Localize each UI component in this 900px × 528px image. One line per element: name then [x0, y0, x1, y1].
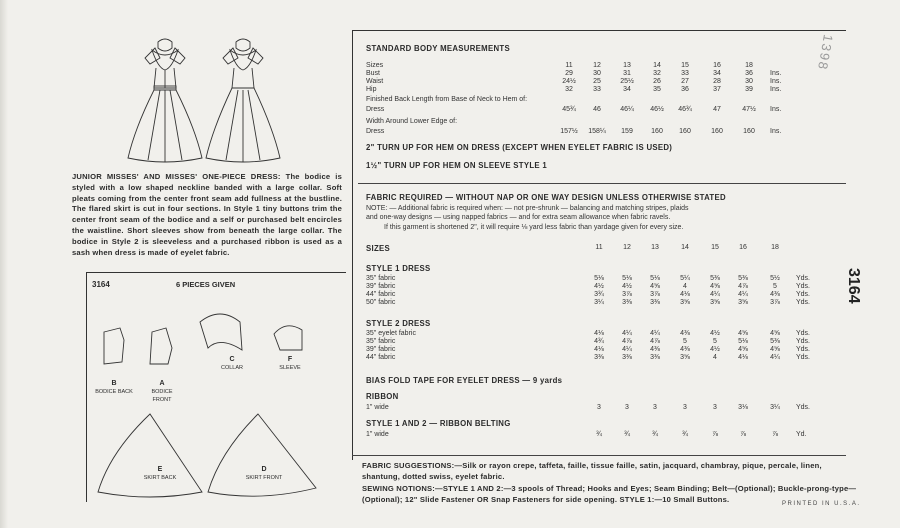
belting-row-cell-1: ¾: [624, 431, 630, 438]
description-lead: JUNIOR MISSES' AND MISSES' ONE-PIECE DRESS:: [72, 172, 281, 181]
style1-title: STYLE 1 DRESS: [366, 264, 431, 273]
meas-row-3-unit: Ins.: [770, 86, 782, 93]
meas-dress-length-cell-6: 47½: [742, 106, 756, 113]
belting-row-cell-3: ¾: [682, 431, 688, 438]
style2-row-2-cell-6: 4⅝: [770, 346, 780, 353]
meas-row-2-cell-0: 24½: [562, 78, 576, 85]
style1-row-1-cell-3: 4: [683, 283, 687, 290]
style1-row-0-cell-4: 5⅜: [710, 275, 720, 282]
style2-row-2-cell-5: 4⅝: [738, 346, 748, 353]
meas-row-1-cell-6: 36: [745, 70, 753, 77]
pattern-description: [72, 172, 342, 258]
pattern-pieces-diagram: [90, 292, 340, 504]
meas-row-1-cell-0: 29: [565, 70, 573, 77]
fabric-title: FABRIC REQUIRED — WITHOUT NAP OR ONE WAY DESIGN UNLESS OTHERWISE STATED: [366, 193, 726, 202]
pieces-given-label: 6 PIECES GIVEN: [176, 280, 236, 289]
style1-row-3-cell-6: 3⅞: [770, 299, 780, 306]
description-body: The bodice is styled with a low shaped neckline banded with a large collar. Soft pleats coming from the center front seam add fullness at the bustline. The flared skirt is cut in four sections. In Style 1 tiny buttons trim the center front seam of the bodice and a self or purchased belt encircles the waistline. Short sleeves show from beneath the large collar. The bodice in Style 2 is sleeveless and a purchased ribbon is used as a sash when dress is made of eyelet fabric.: [72, 172, 342, 257]
style2-row-1-unit: Yds.: [796, 338, 811, 345]
hem-note-sleeve: 1½" TURN UP FOR HEM ON SLEEVE STYLE 1: [366, 161, 548, 170]
fabric-sizes-cell-2: 13: [651, 244, 659, 251]
meas-row-2-cell-3: 26: [653, 78, 661, 85]
style1-row-3-cell-0: 3¼: [594, 299, 604, 306]
meas-dress-length-cell-1: 46: [593, 106, 601, 113]
style1-row-0-cell-2: 5⅛: [650, 275, 660, 282]
piece-label-c: C COLLAR: [220, 356, 243, 371]
style1-row-1-cell-5: 4⅞: [738, 283, 748, 290]
fabric-sizes-cell-0: 11: [595, 244, 603, 251]
style1-row-2-unit: Yds.: [796, 291, 811, 298]
style2-row-0-cell-2: 4¼: [650, 330, 660, 337]
meas-label-sizes: Sizes: [366, 62, 384, 69]
style2-row-2-cell-3: 4⅜: [680, 346, 690, 353]
style1-row-0-cell-5: 5⅜: [738, 275, 748, 282]
meas-row-3-cell-3: 35: [653, 86, 661, 93]
style2-row-1-cell-3: 5: [683, 338, 687, 345]
fabric-sizes-cell-3: 14: [681, 244, 689, 251]
fabric-sizes-label: SIZES: [366, 244, 391, 253]
style2-row-1-cell-5: 5⅛: [738, 338, 748, 345]
meas-label-dress-width: Dress: [366, 128, 385, 135]
style1-row-label-1: 39" fabric: [366, 283, 396, 290]
meas-row-3-cell-4: 36: [681, 86, 689, 93]
style2-row-0-unit: Yds.: [796, 330, 811, 337]
style1-row-0-unit: Yds.: [796, 275, 811, 282]
meas-row-3-cell-6: 39: [745, 86, 753, 93]
fabric-note-3: If this garment is shortened 2", it will require ⅛ yard less fabric than yardage given for every size.: [384, 224, 684, 231]
belting-row-unit: Yd.: [796, 431, 807, 438]
belting-title: STYLE 1 AND 2 — RIBBON BELTING: [366, 419, 511, 428]
fabric-sizes-cell-1: 12: [623, 244, 631, 251]
meas-dress-length-unit: Ins.: [770, 106, 782, 113]
style2-title: STYLE 2 DRESS: [366, 319, 431, 328]
style2-row-1-cell-4: 5: [713, 338, 717, 345]
meas-row-2-unit: Ins.: [770, 78, 782, 85]
style1-row-label-3: 50" fabric: [366, 299, 396, 306]
meas-row-1-cell-1: 30: [593, 70, 601, 77]
belting-row-cell-0: ¾: [596, 431, 602, 438]
style1-row-0-cell-3: 5¼: [680, 275, 690, 282]
meas-dress-width-cell-3: 160: [651, 128, 663, 135]
style1-row-1-unit: Yds.: [796, 283, 811, 290]
piece-label-e: E SKIRT BACK: [143, 466, 177, 481]
style2-row-label-0: 35" eyelet fabric: [366, 330, 416, 337]
meas-label-waist: Waist: [366, 78, 384, 85]
fabric-sizes-cell-6: 18: [771, 244, 779, 251]
ribbon-row-label: 1" wide: [366, 404, 389, 411]
style2-row-0-cell-1: 4¼: [622, 330, 632, 337]
style1-row-label-2: 44" fabric: [366, 291, 396, 298]
style2-row-2-cell-4: 4½: [710, 346, 720, 353]
divider-2: [352, 455, 846, 456]
style1-row-3-cell-5: 3⅝: [738, 299, 748, 306]
meas-row-2-cell-1: 25: [593, 78, 601, 85]
meas-dress-width-cell-6: 160: [743, 128, 755, 135]
meas-dress-width-cell-1: 158¼: [588, 128, 606, 135]
style2-row-3-cell-4: 4: [713, 354, 717, 361]
meas-label-hip: Hip: [366, 86, 377, 93]
style2-row-2-cell-1: 4¼: [622, 346, 632, 353]
fabric-sizes-cell-4: 15: [711, 244, 719, 251]
style1-row-0-cell-6: 5½: [770, 275, 780, 282]
belting-row-cell-2: ¾: [652, 431, 658, 438]
style1-row-1-cell-6: 5: [773, 283, 777, 290]
meas-row-2-cell-2: 25½: [620, 78, 634, 85]
belting-row-label: 1" wide: [366, 431, 389, 438]
style2-row-1-cell-6: 5⅜: [770, 338, 780, 345]
style2-row-0-cell-5: 4⅝: [738, 330, 748, 337]
meas-row-0-cell-3: 14: [653, 62, 661, 69]
ribbon-row-cell-6: 3¼: [770, 404, 780, 411]
style1-row-label-0: 35" fabric: [366, 275, 396, 282]
style2-row-3-cell-1: 3⅜: [622, 354, 632, 361]
style2-row-3-unit: Yds.: [796, 354, 811, 361]
meas-label-bust: Bust: [366, 70, 381, 77]
style1-row-2-cell-5: 4¼: [738, 291, 748, 298]
ribbon-row-cell-1: 3: [625, 404, 629, 411]
style2-row-2-cell-0: 4⅛: [594, 346, 604, 353]
meas-dress-length-cell-2: 46¼: [620, 106, 634, 113]
meas-dress-length-cell-3: 46½: [650, 106, 664, 113]
style1-row-0-cell-0: 5⅛: [594, 275, 604, 282]
dress-illustration: [120, 28, 290, 168]
style2-row-3-cell-3: 3⅝: [680, 354, 690, 361]
ribbon-row-cell-5: 3⅛: [738, 404, 748, 411]
style2-row-0-cell-4: 4½: [710, 330, 720, 337]
style1-row-2-cell-2: 3⅞: [650, 291, 660, 298]
side-pattern-number: 3164: [845, 268, 862, 304]
meas-row-1-cell-3: 32: [653, 70, 661, 77]
meas-row-0-cell-1: 12: [593, 62, 601, 69]
style2-row-3-cell-6: 4¼: [770, 354, 780, 361]
ribbon-row-unit: Yds.: [796, 404, 811, 411]
pieces-pattern-number: 3164: [92, 280, 110, 289]
meas-row-3-cell-0: 32: [565, 86, 573, 93]
style2-row-1-cell-0: 4¾: [594, 338, 604, 345]
meas-dress-width-cell-5: 160: [711, 128, 723, 135]
style2-row-label-1: 35" fabric: [366, 338, 396, 345]
fabric-note-1: NOTE: — Additional fabric is required when: — not pre-shrunk — balancing and matching stripes, plaids: [366, 205, 689, 212]
style2-row-0-cell-0: 4⅛: [594, 330, 604, 337]
style2-row-3-cell-0: 3⅜: [594, 354, 604, 361]
style2-row-label-2: 39" fabric: [366, 346, 396, 353]
style1-row-2-cell-0: 3¾: [594, 291, 604, 298]
style1-row-3-cell-1: 3⅜: [622, 299, 632, 306]
style1-row-3-cell-4: 3⅝: [710, 299, 720, 306]
belting-row-cell-5: ⅞: [740, 431, 746, 438]
belting-row-cell-6: ⅞: [772, 431, 778, 438]
piece-label-a: A BODICE FRONT: [151, 380, 173, 403]
meas-row-1-unit: Ins.: [770, 70, 782, 77]
meas-width-label: Width Around Lower Edge of:: [366, 118, 458, 125]
ribbon-row-cell-2: 3: [653, 404, 657, 411]
meas-dress-width-cell-0: 157½: [560, 128, 578, 135]
ribbon-title: RIBBON: [366, 392, 399, 401]
style1-row-2-cell-1: 3⅞: [622, 291, 632, 298]
sewing-notions: SEWING NOTIONS:—STYLE 1 AND 2:—3 spools of Thread; Hooks and Eyes; Seam Binding; Belt—(Optional); Buckle-prong-type—(Optional); 12" Slide Fastener OR Snap Fasteners for side opening. STYLE 1:—10 Small Buttons.: [362, 484, 857, 504]
style2-row-1-cell-2: 4⅞: [650, 338, 660, 345]
style2-row-0-cell-3: 4⅜: [680, 330, 690, 337]
page-edge-shadow: [0, 0, 8, 528]
style2-row-3-cell-5: 4⅛: [738, 354, 748, 361]
meas-row-3-cell-2: 34: [623, 86, 631, 93]
style1-row-1-cell-4: 4⅝: [710, 283, 720, 290]
meas-dress-length-cell-0: 45¾: [562, 106, 576, 113]
ribbon-row-cell-4: 3: [713, 404, 717, 411]
meas-label-dress-length: Dress: [366, 106, 385, 113]
style2-row-0-cell-6: 4⅝: [770, 330, 780, 337]
fabric-suggestions: FABRIC SUGGESTIONS:—Silk or rayon crepe, taffeta, faille, tissue faille, satin, jacquard, chambray, pique, percale, linen, shantung, dotted swiss, eyelet fabric.: [362, 461, 822, 481]
fabric-sizes-cell-5: 16: [739, 244, 747, 251]
belting-row-cell-4: ⅞: [712, 431, 718, 438]
meas-dress-width-cell-2: 159: [621, 128, 633, 135]
piece-label-d: D SKIRT FRONT: [245, 466, 283, 481]
style1-row-1-cell-2: 4⅝: [650, 283, 660, 290]
hem-note-dress: 2" TURN UP FOR HEM ON DRESS (EXCEPT WHEN EYELET FABRIC IS USED): [366, 143, 673, 152]
style1-row-3-unit: Yds.: [796, 299, 811, 306]
piece-label-b: B BODICE BACK: [95, 380, 133, 395]
ribbon-row-cell-3: 3: [683, 404, 687, 411]
printed-in-usa: PRINTED IN U.S.A.: [782, 501, 861, 507]
style2-row-2-unit: Yds.: [796, 346, 811, 353]
piece-label-f: F SLEEVE: [279, 356, 301, 371]
meas-row-3-cell-1: 33: [593, 86, 601, 93]
meas-row-1-cell-4: 33: [681, 70, 689, 77]
stamp-number: 1398: [814, 33, 836, 73]
meas-row-0-cell-5: 16: [713, 62, 721, 69]
style1-row-3-cell-3: 3⅝: [680, 299, 690, 306]
meas-row-1-cell-2: 31: [623, 70, 631, 77]
ribbon-row-cell-0: 3: [597, 404, 601, 411]
meas-dress-width-cell-4: 160: [679, 128, 691, 135]
meas-row-2-cell-5: 28: [713, 78, 721, 85]
meas-row-1-cell-5: 34: [713, 70, 721, 77]
measurements-title: STANDARD BODY MEASUREMENTS: [366, 44, 510, 53]
meas-row-0-cell-0: 11: [565, 62, 573, 69]
meas-dress-length-cell-5: 47: [713, 106, 721, 113]
meas-back-length-label: Finished Back Length from Base of Neck to Hem of:: [366, 96, 528, 103]
style1-row-3-cell-2: 3⅜: [650, 299, 660, 306]
meas-row-2-cell-6: 30: [745, 78, 753, 85]
meas-row-0-cell-4: 15: [681, 62, 689, 69]
bias-tape-note: BIAS FOLD TAPE FOR EYELET DRESS — 9 yards: [366, 376, 563, 385]
style1-row-2-cell-3: 4⅛: [680, 291, 690, 298]
style2-row-label-3: 44" fabric: [366, 354, 396, 361]
style1-row-2-cell-6: 4⅜: [770, 291, 780, 298]
fabric-note-2: and one-way designs — using napped fabrics — and for extra seam allowance when fabric ravels.: [366, 214, 671, 221]
style2-row-1-cell-1: 4⅞: [622, 338, 632, 345]
meas-row-2-cell-4: 27: [681, 78, 689, 85]
meas-dress-length-cell-4: 46¾: [678, 106, 692, 113]
meas-row-0-cell-6: 18: [745, 62, 753, 69]
style1-row-1-cell-1: 4½: [622, 283, 632, 290]
style1-row-1-cell-0: 4½: [594, 283, 604, 290]
style2-row-2-cell-2: 4⅜: [650, 346, 660, 353]
divider-1: [358, 183, 846, 184]
style2-row-3-cell-2: 3⅜: [650, 354, 660, 361]
meas-dress-width-unit: Ins.: [770, 128, 782, 135]
style1-row-0-cell-1: 5⅛: [622, 275, 632, 282]
meas-row-3-cell-5: 37: [713, 86, 721, 93]
style1-row-2-cell-4: 4¼: [710, 291, 720, 298]
meas-row-0-cell-2: 13: [623, 62, 631, 69]
